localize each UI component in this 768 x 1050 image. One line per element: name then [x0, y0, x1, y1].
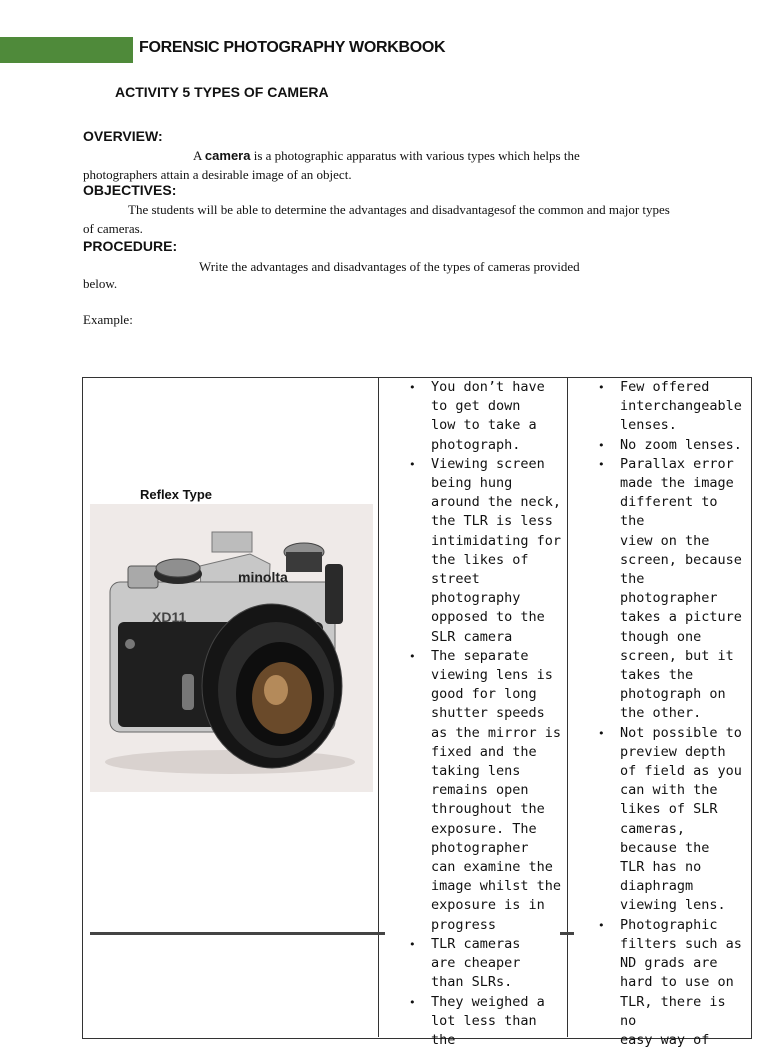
objectives-line-2: of cameras.	[83, 219, 143, 238]
overview-line-1	[193, 146, 580, 165]
objectives-line-1: The students will be able to determine the advantages and disadvantagesof the common and major types	[128, 200, 670, 219]
disadvantage-item: • Few offered interchangeable lenses.	[598, 378, 748, 436]
objectives-heading: OBJECTIVES:	[83, 182, 176, 198]
camera-brand-text: minolta	[238, 569, 288, 585]
header-accent-bar	[0, 37, 133, 63]
disadvantage-item: • Photographic filters such as ND grads are hard to use on TLR, there is no easy way of	[598, 916, 748, 1050]
disadvantage-item: • No zoom lenses.	[598, 436, 748, 455]
procedure-line-2: below.	[83, 274, 117, 293]
divider-line-left	[90, 932, 385, 935]
overview-heading: OVERVIEW:	[83, 128, 163, 144]
table-column-divider-1	[378, 377, 379, 1037]
advantage-item: • You don’t have to get down low to take a photograph.	[409, 378, 569, 455]
camera-photo	[90, 504, 373, 792]
procedure-line-1: Write the advantages and disadvantages of the types of cameras provided	[199, 257, 580, 276]
disadvantage-item: • Parallax error made the image different to the view on the screen, because the photographer takes a picture though one screen, but it takes the photograph on the other.	[598, 455, 748, 724]
example-label: Example:	[83, 310, 133, 329]
advantages-list	[409, 378, 569, 1050]
advantage-item: • They weighed a lot less than the	[409, 993, 569, 1050]
advantage-item: • The separate viewing lens is good for long shutter speeds as the mirror is fixed and the taking lens remains open throughout the exposure. The photographer can examine the image whilst the exposure is in progress	[409, 647, 569, 935]
camera-model-text: XD11	[152, 609, 186, 625]
procedure-heading: PROCEDURE:	[83, 238, 177, 254]
overview-keyword-camera: camera	[205, 148, 251, 163]
disadvantages-list	[598, 378, 748, 1050]
camera-type-label: Reflex Type	[140, 487, 212, 502]
overview-text-b: is a photographic apparatus with various types which helps the	[250, 148, 579, 163]
workbook-title: FORENSIC PHOTOGRAPHY WORKBOOK	[139, 39, 445, 57]
overview-line-2: photographers attain a desirable image of an object.	[83, 165, 352, 184]
advantage-item: • TLR cameras are cheaper than SLRs.	[409, 935, 569, 993]
disadvantage-item: • Not possible to preview depth of field as you can with the likes of SLR cameras, because the TLR has no diaphragm viewing lens.	[598, 724, 748, 916]
overview-text-a: A	[193, 148, 205, 163]
activity-title: ACTIVITY 5 TYPES OF CAMERA	[115, 84, 329, 100]
advantage-item: • Viewing screen being hung around the neck, the TLR is less intimidating for the likes of street photography opposed to the SLR camera	[409, 455, 569, 647]
